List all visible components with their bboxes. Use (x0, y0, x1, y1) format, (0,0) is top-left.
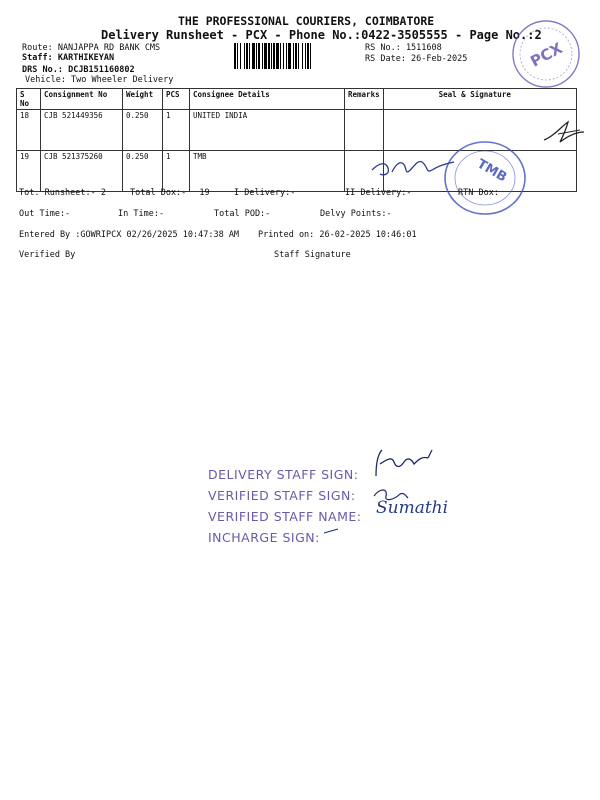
total-pod: Total POD:- (214, 209, 271, 219)
cell-consignee: UNITED INDIA (190, 110, 345, 151)
total-dox-value: 19 (199, 188, 210, 198)
cell-consignment: CJB 521375260 (41, 151, 123, 192)
ii-delivery: II Delivery:- (345, 188, 412, 198)
verified-staff-name-handwritten: Sumathi (376, 498, 449, 518)
vehicle-text: Vehicle: Two Wheeler Delivery (25, 75, 174, 85)
verified-by: Verified By (19, 250, 76, 260)
cell-sno: 19 (17, 151, 41, 192)
drs-label: DRS No.: (22, 65, 63, 75)
delivery-staff-signature (370, 446, 440, 482)
cell-consignee: TMB (190, 151, 345, 192)
rs-number: RS No.: 1511608 (365, 43, 442, 53)
cell-pcs: 1 (163, 151, 190, 192)
delvy-points: Delvy Points:- (320, 209, 392, 219)
cell-weight: 0.250 (123, 151, 163, 192)
col-header-consignee: Consignee Details (190, 89, 345, 110)
cell-pcs: 1 (163, 110, 190, 151)
col-header-weight: Weight (123, 89, 163, 110)
total-dox-label: Total Dox:- (130, 188, 187, 198)
barcode (234, 43, 358, 69)
table-header-row (17, 89, 577, 110)
route-text: Route: NANJAPPA RD BANK CMS (22, 43, 161, 53)
col-header-consignment: Consignment No (41, 89, 123, 110)
out-time: Out Time:- (19, 209, 71, 219)
rtn-dox: RTN Dox: (458, 188, 499, 198)
staff-line (22, 53, 114, 63)
i-delivery: I Delivery:- (234, 188, 296, 198)
delivery-staff-sign-label: DELIVERY STAFF SIGN: (208, 467, 359, 482)
cell-remarks (345, 110, 384, 151)
incharge-signature (322, 524, 342, 536)
total-dox (130, 188, 210, 198)
runsheet-subtitle: Delivery Runsheet - PCX - Phone No.:0422-3505555 - Page No.:2 (101, 28, 542, 42)
printed-on: Printed on: 26-02-2025 10:46:01 (258, 230, 417, 240)
staff-name: KARTHIKEYAN (57, 53, 115, 63)
staff-label: Staff: (22, 53, 53, 63)
verified-staff-name-label: VERIFIED STAFF NAME: (208, 509, 362, 524)
bank-seal-stamp (440, 138, 530, 218)
col-header-seal: Seal & Signature (383, 89, 576, 110)
staff-signature-label: Staff Signature (274, 250, 351, 260)
entered-by: Entered By :GOWRIPCX 02/26/2025 10:47:38 AM (19, 230, 240, 240)
drs-number: DCJB151160802 (68, 65, 135, 75)
col-header-sno: S No (17, 89, 41, 110)
pcx-stamp (506, 14, 586, 94)
incharge-sign-label: INCHARGE SIGN: (208, 530, 320, 545)
drs-line (22, 65, 135, 75)
cell-sno: 18 (17, 110, 41, 151)
verified-staff-sign-label: VERIFIED STAFF SIGN: (208, 488, 356, 503)
signature-row18 (540, 118, 590, 148)
bank-seal-text: TMB (474, 156, 510, 186)
cell-consignment: CJB 521449356 (41, 110, 123, 151)
in-time: In Time:- (118, 209, 165, 219)
pcx-stamp-text: PCX (527, 39, 566, 71)
tot-runsheet: Tot. Runsheet:- 2 (19, 188, 106, 198)
company-title: THE PROFESSIONAL COURIERS, COIMBATORE (178, 14, 435, 28)
col-header-pcs: PCS (163, 89, 190, 110)
rs-date: RS Date: 26-Feb-2025 (365, 54, 468, 64)
col-header-remarks: Remarks (345, 89, 384, 110)
cell-weight: 0.250 (123, 110, 163, 151)
